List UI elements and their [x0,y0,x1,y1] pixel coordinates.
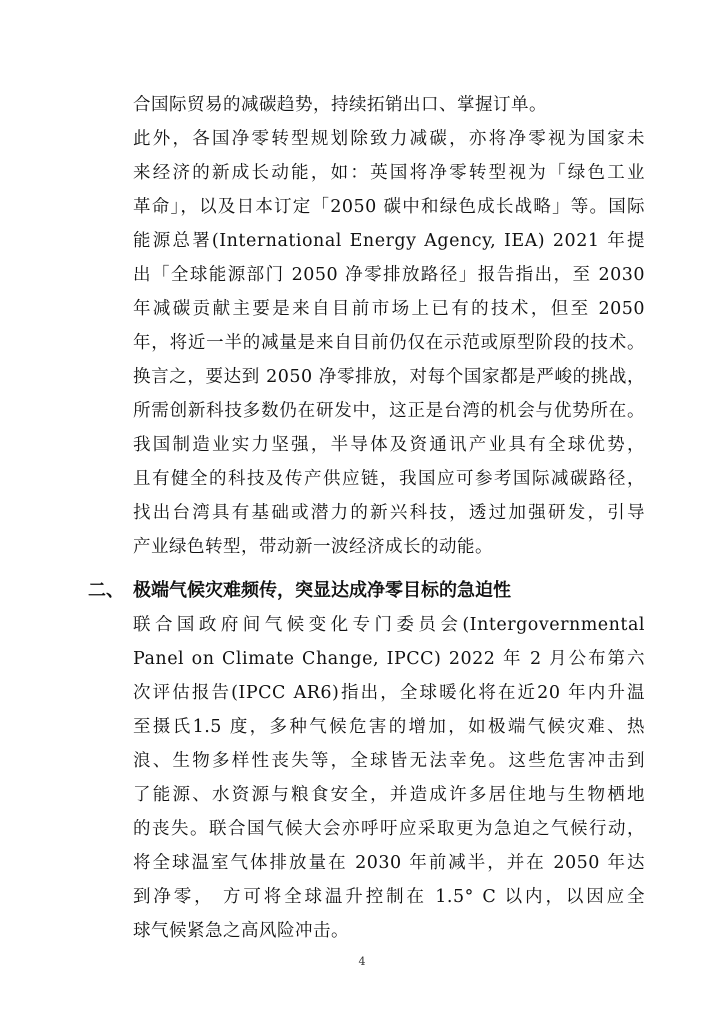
paragraph-line: 且有健全的科技及传产供应链，我国应可参考国际减碳路径， [133,469,645,489]
paragraph-line: 球气候紧急之高风险冲击。 [133,921,349,941]
paragraph-line: 革命」，以及日本订定「2050 碳中和绿色成长战略」等。国际 [133,197,645,217]
page-number: 4 [358,955,366,968]
paragraph-line: 所需创新科技多数仍在研发中，这正是台湾的机会与优势所在。 [133,401,645,421]
paragraph-line: 合国际贸易的减碳趋势，持续拓销出口、掌握订单。 [133,95,547,115]
section-title: 极端气候灾难频传，突显达成净零目标的急迫性 [133,580,511,601]
paragraph-line: 浪、生物多样性丧失等，全球皆无法幸免。这些危害冲击到 [133,751,645,771]
paragraph-line: 能源总署(International Energy Agency, IEA) 2021 年提 [133,231,645,251]
paragraph-line: 至摄氏1.5 度，多种气候危害的增加，如极端气候灾难、热 [133,717,645,737]
section-number: 二、 [88,580,124,601]
paragraph-line: 的丧失。联合国气候大会亦呼吁应采取更为急迫之气候行动， [133,819,645,839]
paragraph-line: 次评估报告(IPCC AR6)指出，全球暖化将在近20 年内升温 [133,683,645,703]
paragraph-line: 来经济的新成长动能，如：英国将净零转型视为「绿色工业 [133,163,645,183]
paragraph-line: 联合国政府间气候变化专门委员会(Intergovernmental [133,615,645,635]
paragraph-line: 出「全球能源部门 2050 净零排放路径」报告指出，至 2030 [133,265,645,285]
paragraph-line: 此外，各国净零转型规划除致力减碳，亦将净零视为国家未 [133,129,645,149]
paragraph-line: 换言之，要达到 2050 净零排放，对每个国家都是严峻的挑战， [133,367,645,387]
paragraph-line: 找出台湾具有基础或潜力的新兴科技，透过加强研发，引导 [133,503,645,523]
paragraph-line: Panel on Climate Change, IPCC) 2022 年 2 月公布第六 [133,649,645,669]
paragraph-line: 到净零， 方可将全球温升控制在 1.5° C 以内，以因应全 [133,887,645,907]
paragraph-line: 产业绿色转型，带动新一波经济成长的动能。 [133,537,493,557]
paragraph-line: 了能源、水资源与粮食安全，并造成许多居住地与生物栖地 [133,785,645,805]
paragraph-line: 将全球温室气体排放量在 2030 年前减半，并在 2050 年达 [133,853,645,873]
paragraph-line: 我国制造业实力坚强，半导体及资通讯产业具有全球优势， [133,435,645,455]
paragraph-line: 年，将近一半的减量是来自目前仍仅在示范或原型阶段的技术。 [133,333,645,353]
paragraph-line: 年减碳贡献主要是来自目前市场上已有的技术，但至 2050 [133,299,645,319]
